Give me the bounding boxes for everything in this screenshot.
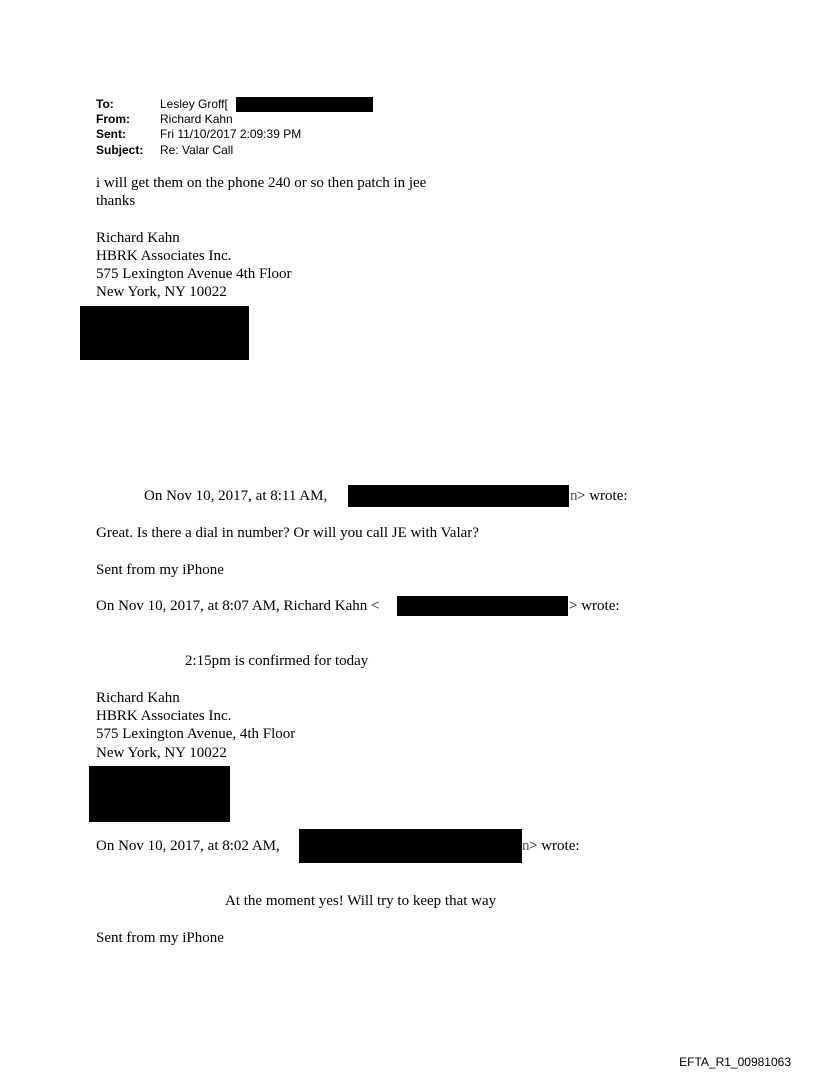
body-line-2: thanks [96, 193, 136, 209]
to-value: Lesley Groff[ [160, 97, 228, 111]
quote1-attribution-prefix: On Nov 10, 2017, at 8:11 AM, [144, 488, 328, 504]
quote1-attribution-suffix: > wrote: [577, 488, 628, 504]
subject-value: Re: Valar Call [160, 143, 234, 157]
signature2-city: New York, NY 10022 [96, 745, 227, 761]
sent-value: Fri 11/10/2017 2:09:39 PM [160, 127, 302, 141]
redaction-quote2-email [397, 596, 568, 616]
quote3-sent-from: Sent from my iPhone [96, 930, 224, 946]
quote2-attribution-prefix: On Nov 10, 2017, at 8:07 AM, Richard Kahn < [96, 598, 380, 614]
signature2-company: HBRK Associates Inc. [96, 708, 232, 724]
redaction-signature-phone [80, 306, 249, 360]
bates-number: EFTA_R1_00981063 [679, 1055, 791, 1069]
quote3-residual-char: n [522, 838, 530, 854]
subject-row [96, 143, 233, 158]
quote3-attribution-suffix: > wrote: [529, 838, 580, 854]
signature2-name: Richard Kahn [96, 690, 180, 706]
from-value: Richard Kahn [160, 112, 233, 126]
from-label: From: [96, 112, 130, 126]
signature-address: 575 Lexington Avenue 4th Floor [96, 266, 292, 282]
subject-label: Subject: [96, 143, 144, 157]
sent-label: Sent: [96, 127, 126, 141]
quote1-text: Great. Is there a dial in number? Or will you call JE with Valar? [96, 525, 479, 541]
quote1-sent-from: Sent from my iPhone [96, 562, 224, 578]
quote1-residual-char: n [570, 488, 578, 504]
quote3-attribution-prefix: On Nov 10, 2017, at 8:02 AM, [96, 838, 280, 854]
redaction-to-email [236, 97, 373, 112]
quote2-attribution-suffix: > wrote: [569, 598, 620, 614]
signature-name: Richard Kahn [96, 230, 180, 246]
signature-city: New York, NY 10022 [96, 284, 227, 300]
redaction-signature2-phone [89, 766, 230, 822]
signature2-address: 575 Lexington Avenue, 4th Floor [96, 726, 296, 742]
quote3-text: At the moment yes! Will try to keep that way [225, 893, 497, 909]
signature-company: HBRK Associates Inc. [96, 248, 232, 264]
body-line-1: i will get them on the phone 240 or so then patch in jee [96, 175, 427, 191]
redaction-quote3-sender [299, 829, 522, 863]
to-row [96, 97, 228, 112]
from-row [96, 112, 233, 127]
sent-row [96, 127, 301, 142]
quote2-text: 2:15pm is confirmed for today [185, 653, 369, 669]
redaction-quote1-sender [348, 485, 569, 507]
to-label: To: [96, 97, 114, 111]
